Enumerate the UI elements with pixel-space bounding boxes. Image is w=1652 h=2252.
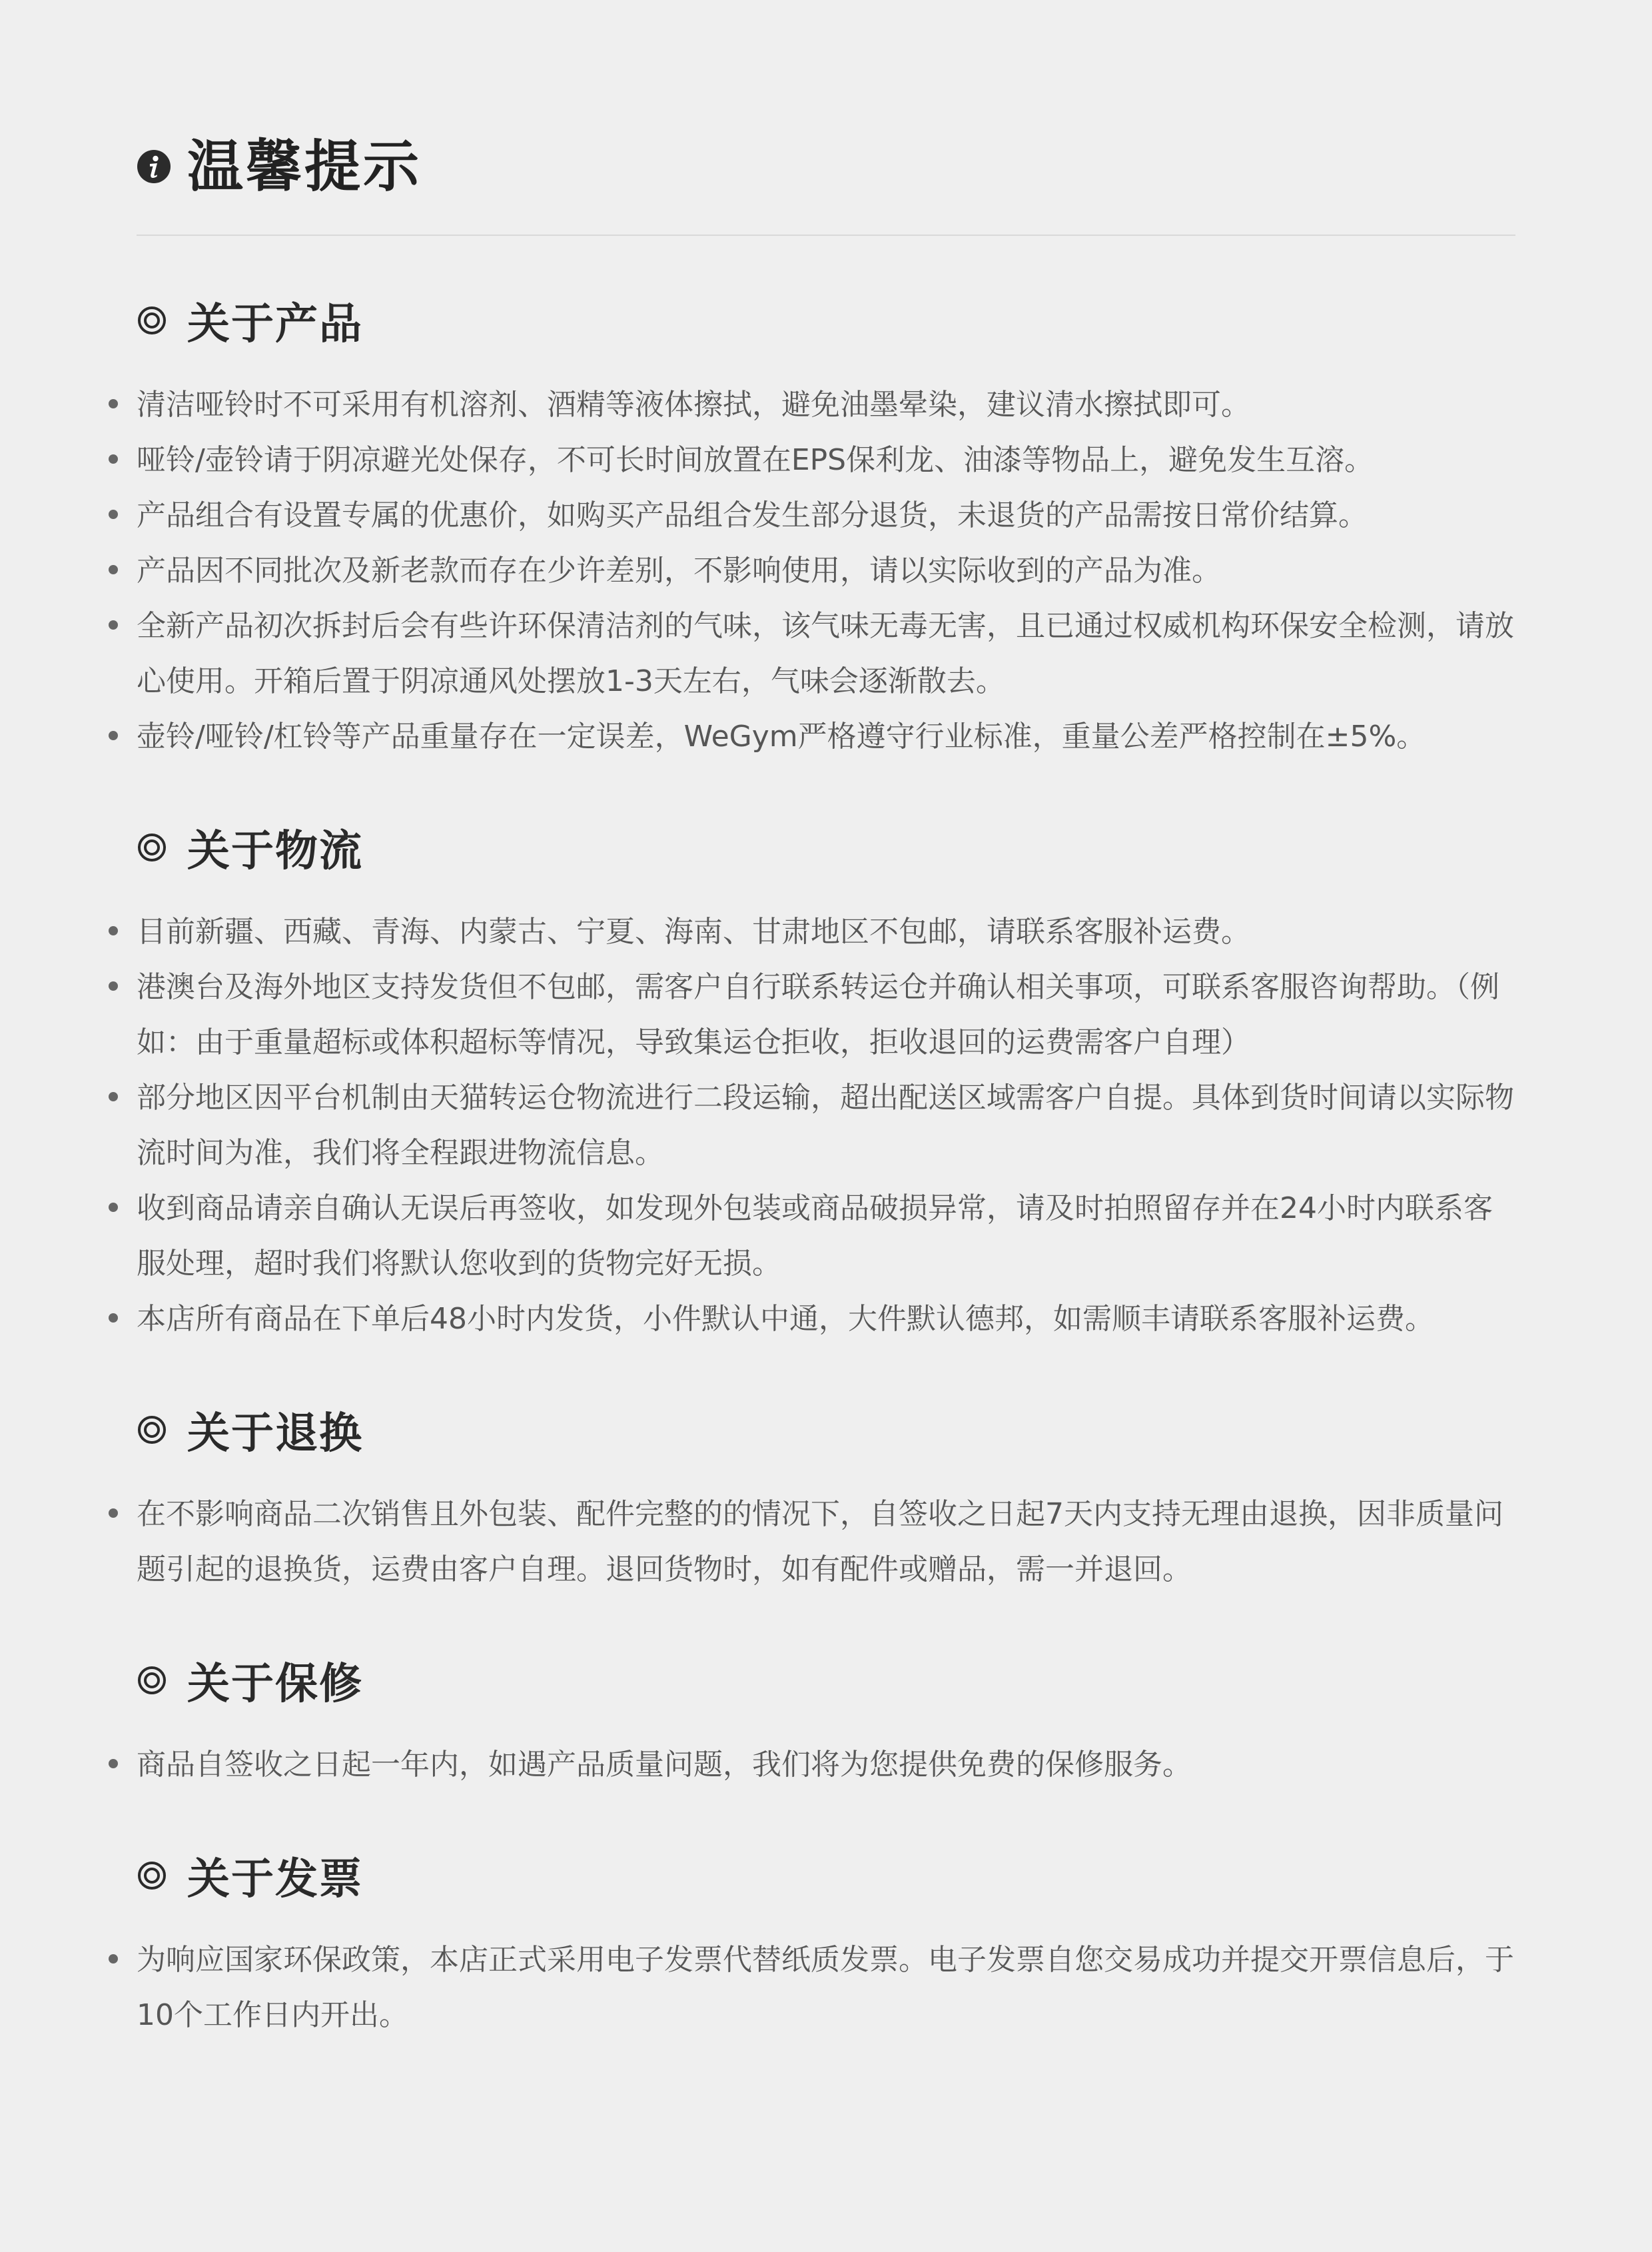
section-title: 关于发票 — [187, 1855, 363, 1904]
bullet-dot-icon — [109, 565, 118, 574]
list-item-text: 目前新疆、西藏、青海、内蒙古、宁夏、海南、甘肃地区不包邮，请联系客服补运费。 — [137, 915, 1250, 949]
bullet-list — [137, 1737, 1515, 1792]
section-title: 关于保修 — [187, 1660, 363, 1709]
list-item-text: 壶铃/哑铃/杠铃等产品重量存在一定误差，WeGym严格遵守行业标准，重量公差严格控制在±5%。 — [137, 720, 1426, 754]
list-item-text: 清洁哑铃时不可采用有机溶剂、酒精等液体擦拭，避免油墨晕染，建议清水擦拭即可。 — [137, 388, 1250, 422]
section-header — [137, 818, 1515, 877]
list-item — [137, 1070, 1515, 1181]
section-header — [137, 1650, 1515, 1710]
list-item — [137, 432, 1515, 488]
list-item — [137, 1291, 1515, 1347]
section-returns — [137, 1400, 1515, 1597]
bullet-dot-icon — [109, 981, 118, 991]
bullet-list — [137, 377, 1515, 764]
section-warranty — [137, 1650, 1515, 1792]
list-item — [137, 488, 1515, 543]
list-item-text: 港澳台及海外地区支持发货但不包邮，需客户自行联系转运仓并确认相关事项，可联系客服咨询帮助。（例如：由于重量超标或体积超标等情况，导致集运仓拒收，拒收退回的运费需客户自理） — [137, 970, 1499, 1059]
list-item-text: 收到商品请亲自确认无误后再签收，如发现外包装或商品破损异常，请及时拍照留存并在24小时内联系客服处理，超时我们将默认您收到的货物完好无损。 — [137, 1191, 1493, 1281]
section-header — [137, 1846, 1515, 1906]
list-item — [137, 709, 1515, 764]
list-item — [137, 1737, 1515, 1792]
bullseye-icon — [137, 305, 167, 336]
bullet-list — [137, 1486, 1515, 1597]
bullet-dot-icon — [109, 399, 118, 408]
list-item — [137, 543, 1515, 598]
list-item-text: 产品组合有设置专属的优惠价，如购买产品组合发生部分退货，未退货的产品需按日常价结算。 — [137, 498, 1368, 532]
list-item — [137, 959, 1515, 1070]
list-item-text: 在不影响商品二次销售且外包装、配件完整的的情况下，自签收之日起7天内支持无理由退换，因非质量问题引起的退换货，运费由客户自理。退回货物时，如有配件或赠品，需一并退回。 — [137, 1497, 1503, 1586]
list-item — [137, 1486, 1515, 1597]
section-header — [137, 290, 1515, 350]
bullet-dot-icon — [109, 731, 118, 740]
section-title: 关于退换 — [187, 1409, 363, 1458]
bullet-dot-icon — [109, 1954, 118, 1964]
bullseye-icon — [137, 832, 167, 863]
bullseye-icon — [137, 1860, 167, 1891]
sections-container — [137, 290, 1515, 2043]
page-title: 温馨提示 — [187, 134, 422, 199]
bullet-dot-icon — [109, 926, 118, 935]
list-item-text: 哑铃/壶铃请于阴凉避光处保存，不可长时间放置在EPS保利龙、油漆等物品上，避免发生互溶。 — [137, 443, 1374, 477]
list-item-text: 为响应国家环保政策，本店正式采用电子发票代替纸质发票。电子发票自您交易成功并提交开票信息后，于10个工作日内开出。 — [137, 1943, 1514, 2032]
list-item — [137, 598, 1515, 709]
section-title: 关于产品 — [187, 300, 363, 349]
list-item-text: 产品因不同批次及新老款而存在少许差别，不影响使用，请以实际收到的产品为准。 — [137, 554, 1221, 588]
bullet-dot-icon — [109, 454, 118, 464]
bullet-dot-icon — [109, 620, 118, 630]
list-item — [137, 1932, 1515, 2043]
divider — [137, 235, 1515, 236]
bullet-dot-icon — [109, 1508, 118, 1518]
list-item — [137, 904, 1515, 959]
bullseye-icon — [137, 1665, 167, 1696]
section-product — [137, 290, 1515, 764]
list-item-text: 部分地区因平台机制由天猫转运仓物流进行二段运输，超出配送区域需客户自提。具体到货时间请以实际物流时间为准，我们将全程跟进物流信息。 — [137, 1081, 1514, 1170]
list-item — [137, 1181, 1515, 1291]
bullet-dot-icon — [109, 1092, 118, 1101]
section-invoice — [137, 1846, 1515, 2043]
bullet-dot-icon — [109, 1313, 118, 1323]
tips-content — [137, 127, 1515, 2043]
bullet-dot-icon — [109, 510, 118, 519]
bullet-list — [137, 904, 1515, 1347]
list-item-text: 商品自签收之日起一年内，如遇产品质量问题，我们将为您提供免费的保修服务。 — [137, 1748, 1192, 1782]
list-item — [137, 377, 1515, 432]
section-logistics — [137, 818, 1515, 1347]
info-icon — [137, 149, 171, 184]
section-header — [137, 1400, 1515, 1460]
list-item-text: 本店所有商品在下单后48小时内发货，小件默认中通，大件默认德邦，如需顺丰请联系客服补运费。 — [137, 1302, 1434, 1336]
section-title: 关于物流 — [187, 827, 363, 876]
bullet-dot-icon — [109, 1759, 118, 1768]
list-item-text: 全新产品初次拆封后会有些许环保清洁剂的气味，该气味无毒无害，且已通过权威机构环保安全检测，请放心使用。开箱后置于阴凉通风处摆放1-3天左右，气味会逐渐散去。 — [137, 609, 1514, 698]
bullet-list — [137, 1932, 1515, 2043]
page-header — [137, 127, 1515, 207]
bullseye-icon — [137, 1414, 167, 1445]
bullet-dot-icon — [109, 1203, 118, 1212]
